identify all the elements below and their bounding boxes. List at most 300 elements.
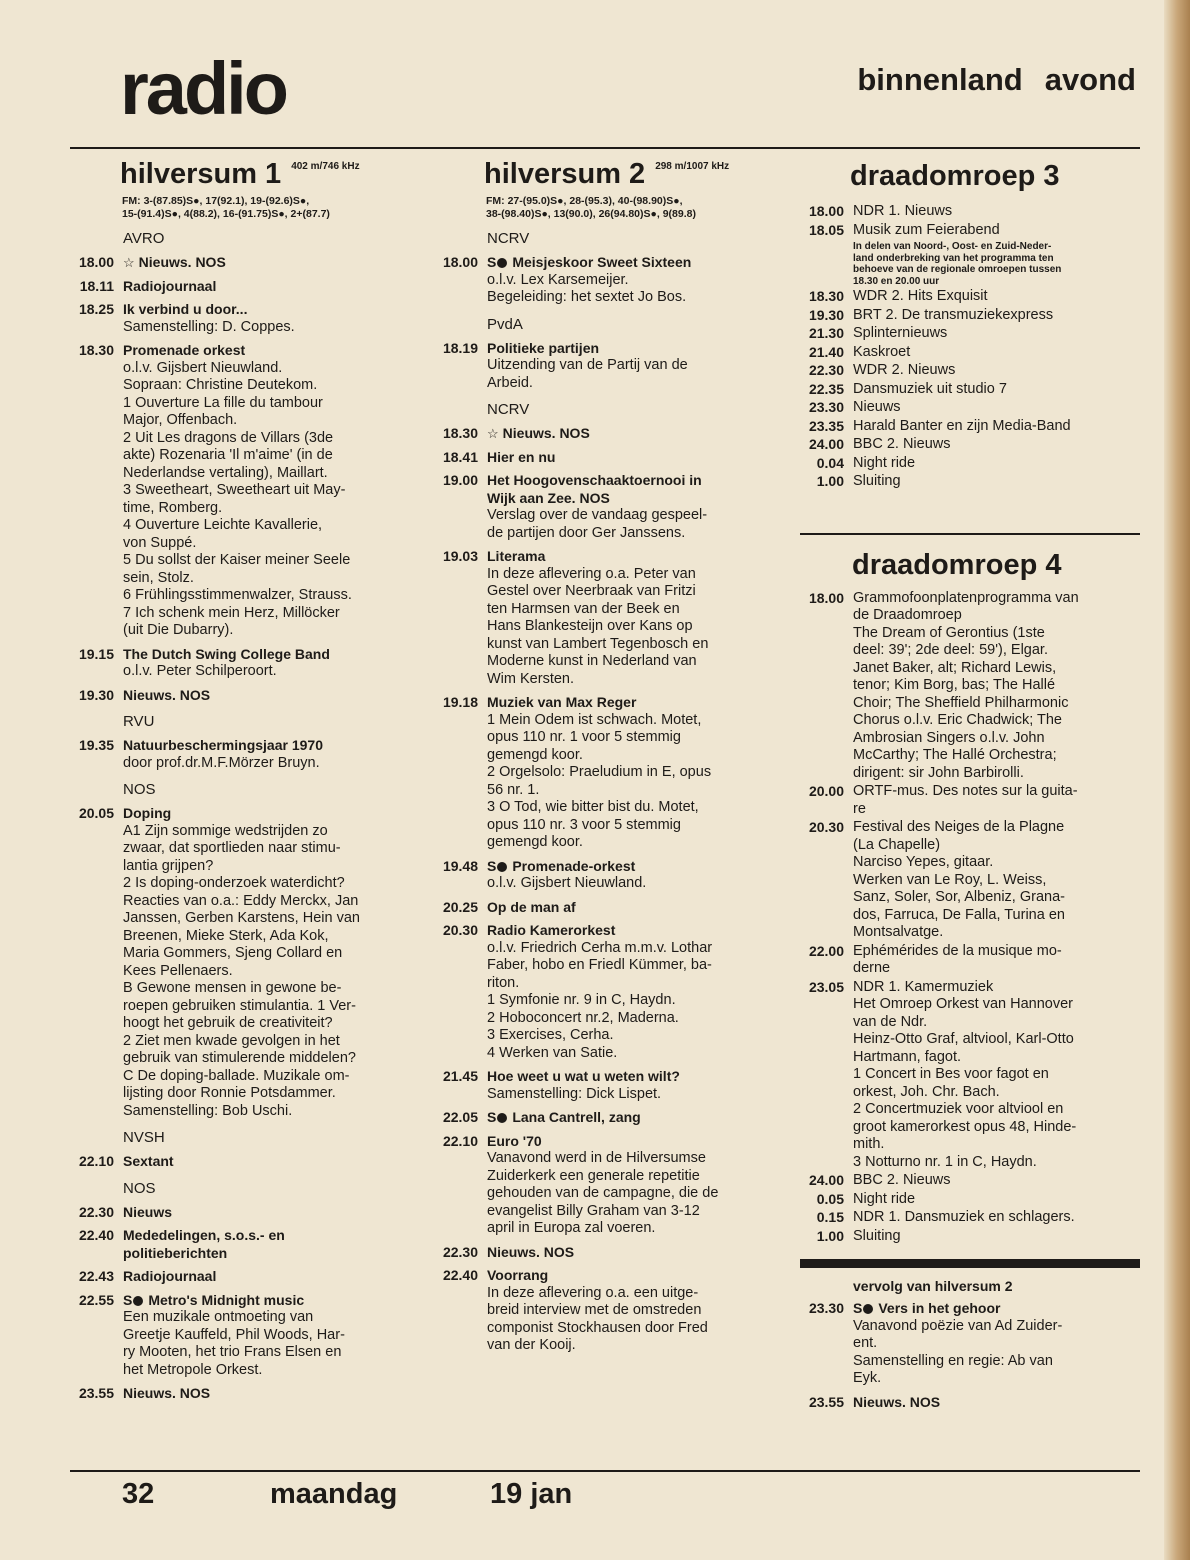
programme-content [853, 344, 1140, 362]
programme-time: 20.30 [442, 922, 478, 938]
programme-title-text: Sextant [123, 1153, 174, 1169]
programme-list [70, 230, 420, 1403]
programme-time: 18.41 [442, 448, 478, 465]
programme-description: o.l.v. Friedrich Cerha m.m.v. Lothar Faber, hobo en Friedl Kümmer, ba- riton. 1 Symfonie nr. 9 in C, Haydn. 2 Hoboconcert nr.2, Maderna. 3 Exercises, Cerha. 4 Werken van Satie. [487, 939, 713, 1061]
programme-description: Samenstelling: D. Coppes. [123, 318, 295, 335]
station-heading-draadomroep-4: draadomroep 4 [852, 548, 1062, 581]
programme-description: Een muzikale ontmoeting van Greetje Kauffeld, Phil Woods, Har- ry Mooten, het trio Frans Elsen en het Metropole Orkest. [123, 1309, 345, 1378]
programme-title-text: Mededelingen, s.o.s.- en politieberichten [123, 1227, 285, 1261]
programme-description: Vanavond werd in de Hilversumse Zuiderkerk een generale repetitie gehouden van de campagne, die de evangelist Billy Graham van 3-12 april in Europa zal voeren. [487, 1150, 719, 1236]
programme-description: o.l.v. Peter Schilperoort. [123, 663, 277, 679]
programme-time: 19.48 [442, 857, 478, 874]
programme-title [487, 922, 774, 940]
programme-description: In deze aflevering o.a. een uitge- breid interview met de omstreden componist Stockhausen door Fred van der Kooij. [487, 1284, 708, 1353]
programme-title-text: Nieuws. NOS [853, 1393, 941, 1410]
programme-item [800, 1228, 1140, 1246]
programme-time: 18.30 [78, 342, 114, 358]
programme-time: 19.15 [78, 645, 114, 662]
programme-content [853, 222, 1140, 288]
programme-item [434, 1068, 774, 1103]
programme-item [70, 687, 420, 705]
programme-content [853, 1191, 1140, 1209]
programme-content [853, 436, 1140, 454]
programme-content [853, 590, 1140, 783]
fm-frequencies: FM: 3-(87.85)S●, 17(92.1), 19-(92.6)S●, 15-(91.4)S●, 4(88.2), 16-(91.75)S●, 2+(87.7) [122, 195, 330, 220]
programme-title [123, 1227, 420, 1262]
broadcaster-label: NCRV [487, 401, 530, 418]
programme-title [487, 1133, 774, 1151]
programme-title [123, 301, 420, 319]
programme-title [487, 449, 774, 467]
programme-time: 22.30 [442, 1243, 478, 1260]
programme-list-3 [800, 203, 1140, 491]
programme-time: 21.45 [442, 1068, 478, 1084]
programme-title-text: Metro's Midnight music [148, 1291, 305, 1308]
masthead-section [857, 62, 1136, 98]
programme-title [123, 1268, 420, 1286]
broadcaster-label: NOS [123, 1179, 156, 1197]
programme-content [123, 1153, 420, 1171]
programme-content [853, 455, 1140, 473]
programme-item [800, 399, 1140, 417]
programme-content [853, 288, 1140, 306]
programme-text: Night ride [853, 1190, 916, 1207]
programme-time: 1.00 [816, 473, 844, 489]
programme-text: Musik zum Feierabend [853, 221, 1000, 238]
programme-note: In delen van Noord-, Oost- en Zuid-Neder- land onderbreking van het programma ten behoeve van de regionale omroepen tussen 18.30 en 20.00 uur [853, 241, 1062, 287]
programme-content [853, 979, 1140, 1172]
programme-content [487, 922, 774, 1062]
programme-time: 0.05 [816, 1190, 844, 1207]
programme-content [123, 278, 420, 296]
programme-content [853, 819, 1140, 942]
programme-time: 18.00 [808, 203, 844, 219]
programme-content [853, 473, 1140, 491]
programme-title-text: Voorrang [487, 1267, 549, 1283]
programme-title-text: Euro '70 [487, 1132, 542, 1149]
programme-content [123, 1268, 420, 1286]
programme-description: Vanavond poëzie van Ad Zuider- ent. Samenstelling en regie: Ab van Eyk. [853, 1317, 1063, 1386]
programme-text: WDR 2. Hits Exquisit [853, 288, 988, 304]
programme-item [434, 899, 774, 917]
programme-item [800, 288, 1140, 306]
programme-item [70, 1153, 420, 1171]
programme-title [487, 1267, 774, 1285]
programme-item [800, 1209, 1140, 1227]
programme-content [487, 1267, 774, 1355]
programme-content [853, 1209, 1140, 1227]
programme-text: Kaskroet [853, 343, 911, 360]
programme-content [487, 548, 774, 688]
programme-content [487, 1109, 774, 1127]
programme-item [800, 1300, 1140, 1388]
programme-title-text: Politieke partijen [487, 339, 600, 356]
station-name: hilversum 1 [120, 158, 282, 190]
programme-time: 20.00 [808, 783, 844, 799]
station-frequency: 402 m/746 kHz [291, 161, 360, 172]
programme-description: 1 Mein Odem ist schwach. Motet, opus 110 nr. 1 voor 5 stemmig gemengd koor. 2 Orgelsolo: Praeludium in E, opus 56 nr. 1. 3 O Tod, wie bitter bist du. Motet, opus 110 nr. 3 voor 5 stemmig gemengd koor. [487, 711, 712, 850]
programme-title-text: Ik verbind u door... [123, 301, 248, 317]
programme-list-4 [800, 590, 1140, 1246]
broadcaster-label: AVRO [123, 230, 165, 247]
programme-title-text: Meisjeskoor Sweet Sixteen [512, 254, 692, 270]
programme-content [487, 899, 774, 917]
programme-content [487, 449, 774, 467]
programme-text: Festival des Neiges de la Plagne (La Chapelle) Narciso Yepes, gitaar. Werken van Le Roy, L. Weiss, Sanz, Soler, Sor, Albeniz, Grana- dos, Farruca, De Falla, Turina en Montsalvatge. [853, 819, 1065, 940]
programme-text: ORTF-mus. Des notes sur la guita- re [853, 783, 1078, 817]
programme-title [123, 342, 420, 360]
programme-title [123, 1385, 420, 1403]
programme-time: 22.05 [442, 1109, 478, 1125]
programme-title [487, 694, 774, 712]
programme-title-text: Hoe weet u wat u weten wilt? [487, 1068, 680, 1084]
broadcaster-label: NCRV [487, 230, 530, 247]
programme-item [70, 342, 420, 640]
programme-title-text: Literama [487, 548, 546, 564]
programme-text: Night ride [853, 454, 916, 471]
programme-text: BRT 2. De transmuziekexpress [853, 306, 1054, 323]
programme-title [123, 1153, 420, 1171]
programme-content [853, 1172, 1140, 1190]
programme-title [853, 1300, 1140, 1318]
programme-time: 19.35 [78, 737, 114, 753]
bottom-rule [70, 1470, 1140, 1472]
programme-title [123, 737, 420, 755]
programme-time: 24.00 [808, 1172, 844, 1188]
programme-title-text: Lana Cantrell, zang [512, 1109, 641, 1125]
programme-content [123, 1227, 420, 1262]
programme-item [434, 340, 774, 393]
programme-title-text: Vers in het gehoor [878, 1300, 1001, 1316]
station-heading-draadomroep-3: draadomroep 3 [850, 160, 1060, 192]
programme-title [123, 805, 420, 823]
programme-title-text: Doping [123, 805, 172, 821]
programme-title-text: Nieuws. NOS [138, 254, 226, 270]
programme-item [800, 943, 1140, 978]
programme-item [70, 1268, 420, 1286]
programme-description: o.l.v. Lex Karsemeijer. Begeleiding: het sextet Jo Bos. [487, 271, 687, 305]
programme-item [434, 1267, 774, 1355]
programme-description: o.l.v. Gijsbert Nieuwland. [487, 875, 647, 891]
programme-title [487, 340, 774, 358]
programme-content [123, 301, 420, 336]
programme-title-text: Hier en nu [487, 448, 556, 465]
programme-content [853, 203, 1140, 221]
programme-description: In deze aflevering o.a. Peter van Gestel over Neerbraak van Fritzi ten Harmsen van der Beek en Hans Blankesteijn over Kans op kunst van Lambert Tegenbosch en Moderne kunst in Nederland van Wim Kersten. [487, 565, 709, 687]
programme-title-text: Nieuws. NOS [123, 1385, 211, 1401]
programme-description: A1 Zijn sommige wedstrijden zo zwaar, dat sportlieden naar stimu- lantia grijpen? 2 Is doping-onderzoek waterdicht? Reacties van o.a.: Eddy Merckx, Jan Janssen, Gerben Karstens, Hein van Breenen, Mieke Sterk, Ada Kok, Maria Gommers, Sjeng Collard en Kees Pellenaers. B Gewone mensen in gewone be- roepen gebruiken stimulantia. 1 Ver- hoogt het gebruik de creativiteit? 2 Ziet men kwade gevolgen in het gebruik van stimulerende middelen? C De doping-ballade. Muzikale om- lijsting door Ronnie Potsdammer. Samenstelling: Bob Uschi. [123, 822, 360, 1119]
programme-title-text: Nieuws. NOS [502, 425, 590, 441]
programme-title-text: Natuurbeschermingsjaar 1970 [123, 737, 323, 753]
programme-time: 21.40 [808, 343, 844, 360]
programme-title-text: Muziek van Max Reger [487, 694, 637, 710]
programme-content [123, 1204, 420, 1222]
programme-time: 22.35 [808, 380, 844, 397]
stereo-dot-icon [133, 1296, 143, 1306]
programme-content [123, 1385, 420, 1403]
programme-time: 22.43 [78, 1268, 114, 1284]
programme-time: 18.00 [78, 254, 114, 270]
programme-text: Sluiting [853, 473, 901, 489]
programme-content [853, 307, 1140, 325]
programme-item [70, 646, 420, 681]
programme-title [853, 1394, 1140, 1412]
programme-title [123, 1292, 420, 1310]
programme-time: 19.30 [808, 306, 844, 323]
masthead-title: radio [120, 47, 286, 130]
programme-time: 18.00 [442, 254, 478, 270]
programme-title [487, 254, 774, 272]
stereo-dot-icon [497, 1113, 507, 1123]
programme-content [853, 783, 1140, 818]
column-draadomroep [800, 162, 1140, 1411]
programme-time: 23.55 [808, 1393, 844, 1410]
programme-content [853, 362, 1140, 380]
programme-time: 24.00 [808, 436, 844, 452]
programme-time: 0.04 [816, 454, 844, 471]
programme-item [800, 222, 1140, 288]
programme-title [487, 472, 774, 507]
station-name: hilversum 2 [484, 158, 646, 190]
programme-title [123, 687, 420, 705]
stereo-icon: S [487, 857, 497, 874]
footer-date: 19 jan [490, 1478, 573, 1510]
programme-text: WDR 2. Nieuws [853, 362, 956, 378]
programme-title [123, 254, 420, 272]
broadcaster-label: NOS [123, 781, 156, 798]
programme-time: 18.00 [808, 589, 844, 606]
programme-item [800, 819, 1140, 942]
programme-content [123, 1292, 420, 1380]
programme-item [70, 805, 420, 1120]
programme-text: Sluiting [853, 1227, 901, 1244]
programme-time: 18.11 [79, 277, 114, 294]
programme-content [487, 472, 774, 542]
programme-time: 23.55 [78, 1385, 114, 1401]
programme-title-text: Nieuws [123, 1203, 173, 1220]
programme-text: Ephémérides de la musique mo- derne [853, 942, 1062, 976]
programme-text: Dansmuziek uit studio 7 [853, 380, 1007, 397]
programme-item [434, 694, 774, 852]
programme-list-vervolg [800, 1300, 1140, 1411]
station-heading [434, 160, 774, 189]
programme-description: o.l.v. Gijsbert Nieuwland. Sopraan: Christine Deutekom. 1 Ouverture La fille du tambour Major, Offenbach. 2 Uit Les dragons de Villars (3de akte) Rozenaria 'Il m'aime' (in de Nederlandse vertaling), Maillart. 3 Sweetheart, Sweetheart uit May- time, Romberg. 4 Ouverture Leichte Kavallerie, von Suppé. 5 Du sollst der Kaiser meiner Seele sein, Stolz. 6 Frühlingsstimmenwalzer, Strauss. 7 Ich schenk mein Herz, Millöcker (uit Die Dubarry). [123, 359, 352, 638]
programme-time: 23.30 [808, 1300, 844, 1316]
programme-text: Grammofoonplatenprogramma van de Draadomroep The Dream of Gerontius (1ste deel: 39'; 2de deel: 59'), Elgar. Janet Baker, alt; Richard Lewis, tenor; Kim Borg, bas; The Hallé Choir; The Sheffield Philharmonic Chorus o.l.v. Eric Chadwick; The Ambrosian Singers o.l.v. John McCarthy; The Hallé Orchestra; dirigent: sir John Barbirolli. [853, 589, 1079, 781]
section-rule-4 [800, 533, 1140, 535]
programme-item [434, 1109, 774, 1127]
programme-title-text: Radiojournaal [123, 1268, 217, 1284]
programme-content [487, 254, 774, 307]
programme-title [487, 1109, 774, 1127]
programme-time: 20.05 [78, 805, 114, 821]
programme-content [487, 1068, 774, 1103]
programme-title-text: Nieuws. NOS [123, 686, 211, 703]
programme-content [487, 1244, 774, 1262]
programme-item [800, 1394, 1140, 1412]
programme-item [434, 425, 774, 443]
programme-title [123, 278, 420, 296]
programme-list [434, 230, 774, 1355]
fm-frequencies: FM: 27-(95.0)S●, 28-(95.3), 40-(98.90)S●, 38-(98.40)S●, 13(90.0), 26(94.80)S●, 9(89.8) [486, 195, 696, 220]
broadcaster-label: PvdA [487, 315, 523, 333]
programme-content [487, 425, 774, 443]
programme-time: 18.25 [78, 301, 114, 317]
programme-content [123, 254, 420, 272]
programme-time: 18.19 [442, 339, 478, 356]
programme-item [434, 254, 774, 307]
programme-time: 0.15 [816, 1209, 844, 1225]
page-number: 32 [122, 1478, 155, 1510]
programme-title [487, 548, 774, 566]
programme-item [434, 472, 774, 542]
stereo-dot-icon [497, 258, 507, 268]
programme-title [123, 646, 420, 664]
programme-item [800, 307, 1140, 325]
time-of-day-label: avond [1044, 62, 1136, 97]
stereo-dot-icon [863, 1304, 873, 1314]
programme-content [487, 1133, 774, 1238]
stereo-icon: S [487, 1109, 497, 1125]
broadcaster-label: NVSH [123, 1129, 165, 1146]
programme-item [800, 473, 1140, 491]
programme-item [70, 301, 420, 336]
programme-content [123, 646, 420, 681]
programme-item [70, 1385, 420, 1403]
programme-item [800, 1191, 1140, 1209]
programme-time: 22.30 [808, 362, 844, 378]
programme-item [70, 278, 420, 296]
broadcaster-label: RVU [123, 713, 155, 730]
programme-text: Nieuws [853, 399, 901, 415]
programme-title [487, 1244, 774, 1262]
programme-title-text: Promenade-orkest [512, 857, 636, 874]
programme-item [800, 362, 1140, 380]
programme-time: 23.05 [808, 978, 844, 995]
programme-time: 22.40 [442, 1267, 478, 1283]
programme-content [487, 340, 774, 393]
programme-item [800, 381, 1140, 399]
programme-time: 18.30 [808, 288, 844, 304]
programme-content [853, 1394, 1140, 1412]
programme-content [853, 381, 1140, 399]
news-star-icon: ☆ [123, 255, 135, 270]
programme-item [70, 737, 420, 772]
programme-text: NDR 1. Dansmuziek en schlagers. [853, 1209, 1075, 1225]
programme-time: 1.00 [816, 1227, 844, 1244]
programme-item [800, 979, 1140, 1172]
news-star-icon: ☆ [487, 426, 499, 441]
programme-content [123, 737, 420, 772]
stereo-icon: S [487, 254, 497, 270]
programme-item [800, 590, 1140, 783]
programme-content [853, 1228, 1140, 1246]
programme-time: 20.30 [808, 819, 844, 835]
programme-time: 23.35 [808, 417, 844, 434]
programme-content [853, 399, 1140, 417]
programme-item [434, 922, 774, 1062]
programme-time: 22.10 [442, 1132, 478, 1149]
programme-item [434, 1244, 774, 1262]
station-frequency: 298 m/1007 kHz [655, 161, 730, 172]
programme-title-text: The Dutch Swing College Band [123, 645, 330, 662]
programme-item [70, 1227, 420, 1262]
programme-title [487, 425, 774, 443]
programme-time: 22.00 [808, 942, 844, 959]
programme-time: 18.30 [442, 425, 478, 441]
programme-text: BBC 2. Nieuws [853, 1172, 951, 1188]
programme-content [853, 325, 1140, 343]
programme-item [434, 858, 774, 893]
programme-title [487, 899, 774, 917]
programme-time: 22.30 [78, 1203, 114, 1220]
programme-item [800, 203, 1140, 221]
programme-time: 18.05 [808, 221, 844, 238]
programme-item [434, 548, 774, 688]
programme-time: 20.25 [442, 898, 478, 915]
section-rule-vervolg [800, 1259, 1140, 1268]
programme-item [800, 325, 1140, 343]
programme-item [800, 783, 1140, 818]
programme-item [800, 436, 1140, 454]
programme-content [123, 805, 420, 1120]
programme-time: 22.40 [78, 1227, 114, 1243]
column-hilversum-1 [70, 160, 420, 1403]
programme-content [487, 694, 774, 852]
programme-description: Uitzending van de Partij van de Arbeid. [487, 357, 688, 391]
programme-item [434, 1133, 774, 1238]
programme-text: NDR 1. Nieuws [853, 203, 953, 219]
station-heading [70, 160, 420, 189]
footer-day: maandag [270, 1478, 398, 1510]
programme-time: 19.18 [442, 694, 478, 710]
programme-text: Splinternieuws [853, 325, 948, 341]
programme-item [800, 455, 1140, 473]
programme-item [70, 1292, 420, 1380]
programme-content [853, 943, 1140, 978]
stereo-icon: S [853, 1300, 863, 1316]
programme-title [487, 858, 774, 876]
programme-text: BBC 2. Nieuws [853, 436, 951, 452]
programme-content [123, 687, 420, 705]
programme-time: 23.30 [808, 399, 844, 415]
programme-item [70, 1204, 420, 1222]
programme-item [70, 254, 420, 272]
programme-time: 21.30 [808, 325, 844, 341]
programme-time: 22.55 [78, 1291, 114, 1308]
section-label: binnenland [857, 62, 1023, 97]
programme-item [800, 344, 1140, 362]
programme-text: NDR 1. Kamermuziek Het Omroep Orkest van Hannover van de Ndr. Heinz-Otto Graf, altviool, Karl-Otto Hartmann, fagot. 1 Concert in Bes voor fagot en orkest, Joh. Chr. Bach. 2 Concertmuziek voor altviool en groot kamerorkest opus 48, Hinde- mith. 3 Notturno nr. 1 in C, Haydn. [853, 978, 1077, 1170]
programme-title [487, 1068, 774, 1086]
programme-title [123, 1204, 420, 1222]
programme-item [800, 418, 1140, 436]
programme-content [487, 858, 774, 893]
column-hilversum-2 [434, 160, 774, 1355]
programme-time: 19.30 [78, 686, 114, 703]
programme-title-text: Op de man af [487, 898, 576, 915]
programme-time: 19.03 [442, 548, 478, 564]
programme-title-text: Nieuws. NOS [487, 1243, 575, 1260]
vervolg-heading: vervolg van hilversum 2 [853, 1278, 1013, 1294]
programme-title-text: Het Hoogovenschaaktoernooi in Wijk aan Zee. NOS [487, 472, 702, 506]
programme-title-text: Radiojournaal [123, 277, 217, 294]
programme-text: Harald Banter en zijn Media-Band [853, 417, 1071, 434]
programme-item [800, 1172, 1140, 1190]
programme-description: door prof.dr.M.F.Mörzer Bruyn. [123, 754, 320, 771]
programme-time: 19.00 [442, 472, 478, 488]
page-edge [1164, 0, 1190, 1560]
